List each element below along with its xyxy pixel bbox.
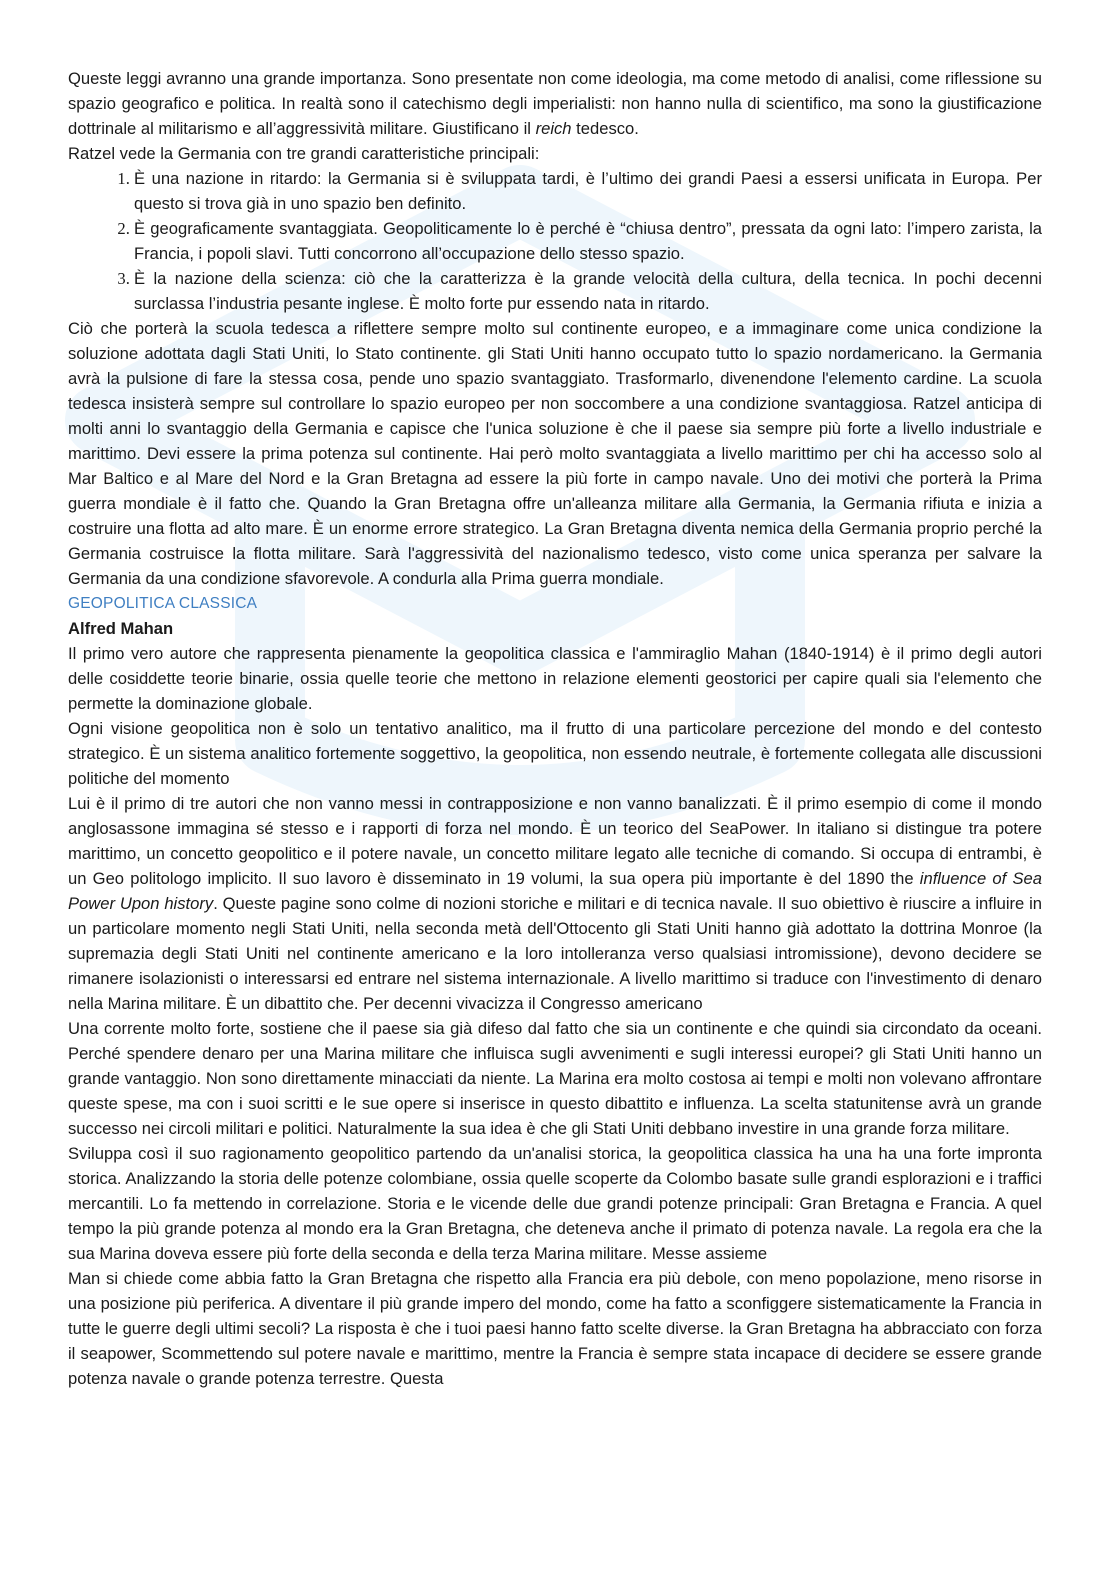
mahan-paragraph-6: Man si chiede come abbia fatto la Gran Bretagna che rispetto alla Francia era più debole, con meno popolazione, meno risorse in una posizione più periferica. A diventare il più grande impero del mondo, come ha fatto a sconfiggere sistematicamente la Francia in tutte le guerre degli ultimi secoli? La risposta è che i tuoi paesi hanno fatto scelte diverse. la Gran Bretagna ha abbracciato con forza il seapower, Scommettendo sul potere navale e marittimo, mentre la Francia è sempre stata incapace di decidere se essere grande potenza navale o grande potenza terrestre. Questa — [68, 1269, 1042, 1388]
list-item: 2. È geograficamente svantaggiata. Geopoliticamente lo è perché è “chiusa dentro”, pressata da ogni lato: l’impero zarista, la Francia, i popoli slavi. Tutti concorrono all’occupazione dello stesso spazio. — [134, 216, 1042, 266]
mahan-paragraph-4: Una corrente molto forte, sostiene che il paese sia già difeso dal fatto che sia un continente e che quindi sia circondato da oceani. Perché spendere denaro per una Marina militare che influisca sugli avvenimenti e sugli interessi europei? gli Stati Uniti hanno un grande vantaggio. Non sono direttamente minacciati da niente. La Marina era molto costosa ai tempi e molti non volevano affrontare queste spese, ma con i suoi scritti e le sue opere si inserisce in questo dibattito e influenza. La scelta statunitense avrà un grande successo nei circoli militari e politici. Naturalmente la sua idea è che gli Stati Uniti debbano investire in una grande forza militare. — [68, 1019, 1042, 1138]
mahan-paragraph-3: Lui è il primo di tre autori che non vanno messi in contrapposizione e non vanno banalizzati. È il primo esempio di come il mondo anglosassone immagina sé stesso e i rapporti di forza nel mondo. È un teorico del SeaPower. In italiano si distingue tra potere marittimo, un concetto geopolitico e il potere navale, un concetto militare legato alle tecniche di comando. Si occupa di entrambi, è un Geo politologo implicito. Il suo lavoro è disseminato in 19 volumi, la sua opera più importante è del 1890 the influence of Sea Power Upon history. Queste pagine sono colme di nozioni storiche e militari e di tecnica navale. Il suo obiettivo è riuscire a influire in un particolare momento negli Stati Uniti, nella seconda metà dell'Ottocento gli Stati Uniti hanno già adottato la dottrina Monroe (la supremazia degli Stati Uniti nel continente americano e la loro intolleranza verso qualsiasi intromissione), devono decidere se rimanere isolazionisti o interessarsi ed entrare nel sistema internazionale. A livello marittimo si traduce con l'investimento di denaro nella Marina militare. È un dibattito che. Per decenni vivacizza il Congresso americano — [68, 794, 1042, 1013]
section-heading: GEOPOLITICA CLASSICA — [68, 595, 258, 612]
features-intro: Ratzel vede la Germania con tre grandi caratteristiche principali: — [68, 144, 540, 163]
germany-paragraph: Ciò che porterà la scuola tedesca a riflettere sempre molto sul continente europeo, e a immaginare come unica condizione la soluzione adottata dagli Stati Uniti, lo Stato continente. gli Stati Uniti hanno occupato tutto lo spazio nordamericano. la Germania avrà la pulsione di fare la stessa cosa, pende uno spazio svantaggiato. Trasformarlo, divenendone l'elemento cardine. La scuola tedesca insisterà sempre sul controllare lo spazio europeo per non soccombere a una condizione svantaggiosa. Ratzel anticipa di molti anni lo svantaggio della Germania e capisce che l'unica soluzione è che il paese sia sempre più forte a livello industriale e marittimo. Devi essere la prima potenza sul continente. Hai però molto svantaggiata a livello marittimo per chi ha accesso solo al Mar Baltico e al Mare del Nord e la Gran Bretagna ad essere la più forte in campo navale. Uno dei motivi che porterà la Prima guerra mondiale è il fatto che. Quando la Gran Bretagna offre un'alleanza militare alla Germania, la Germania rifiuta e inizia a costruire una flotta ad alto mare. È un enorme errore strategico. La Gran Bretagna diventa nemica della Germania proprio perché la Germania costruisce la flotta militare. Sarà l'aggressività del nazionalismo tedesco, visto come unica speranza per salvare la Germania da una condizione sfavorevole. A condurla alla Prima guerra mondiale. — [68, 319, 1042, 588]
mahan-paragraph-5: Sviluppa così il suo ragionamento geopolitico partendo da un'analisi storica, la geopolitica classica ha una ha una forte impronta storica. Analizzando la storia delle potenze colombiane, ossia quelle scoperte da Colombo basate sulle grandi esplorazioni e i traffici mercantili. Lo fa mettendo in correlazione. Storia e le vicende delle due grandi potenze principali: Gran Bretagna e Francia. A quel tempo la più grande potenza al mondo era la Gran Bretagna, che deteneva anche il primato di potenza navale. La regola era che la sua Marina doveva essere più forte della seconda e della terza Marina militare. Messe assieme — [68, 1144, 1042, 1263]
mahan-paragraph-1: Il primo vero autore che rappresenta pienamente la geopolitica classica e l'ammiraglio Mahan (1840-1914) è il primo degli autori delle cosiddette teorie binarie, ossia quelle teorie che mettono in relazione elementi geostorici per capire quali sia l'elemento che permette la dominazione globale. — [68, 644, 1042, 713]
list-item: 1. È una nazione in ritardo: la Germania si è sviluppata tardi, è l’ultimo dei grandi Paesi a essersi unificata in Europa. Per questo si trova già in uno spazio ben definito. — [134, 166, 1042, 216]
reich-term: reich — [535, 119, 572, 138]
subsection-heading: Alfred Mahan — [68, 619, 174, 638]
book-title: influence of Sea Power Upon history — [68, 869, 1042, 913]
mahan-paragraph-2: Ogni visione geopolitica non è solo un tentativo analitico, ma il frutto di una particolare percezione del mondo e del contesto strategico. È un sistema analitico fortemente soggettivo, la geopolitica, non essendo neutrale, è fortemente collegata alle discussioni politiche del momento — [68, 719, 1042, 788]
intro-paragraph: Queste leggi avranno una grande importanza. Sono presentate non come ideologia, ma come metodo di analisi, come riflessione su spazio geografico e politica. In realtà sono il catechismo degli imperialisti: non hanno nulla di scientifico, ma sono la giustificazione dottrinale al militarismo e all’aggressività militare. Giustificano il reich tedesco. — [68, 69, 1042, 138]
germany-features-list — [68, 166, 1042, 316]
list-item: 3. È la nazione della scienza: ciò che la caratterizza è la grande velocità della cultura, della tecnica. In pochi decenni surclassa l’industria pesante inglese. È molto forte pur essendo nata in ritardo. — [134, 266, 1042, 316]
